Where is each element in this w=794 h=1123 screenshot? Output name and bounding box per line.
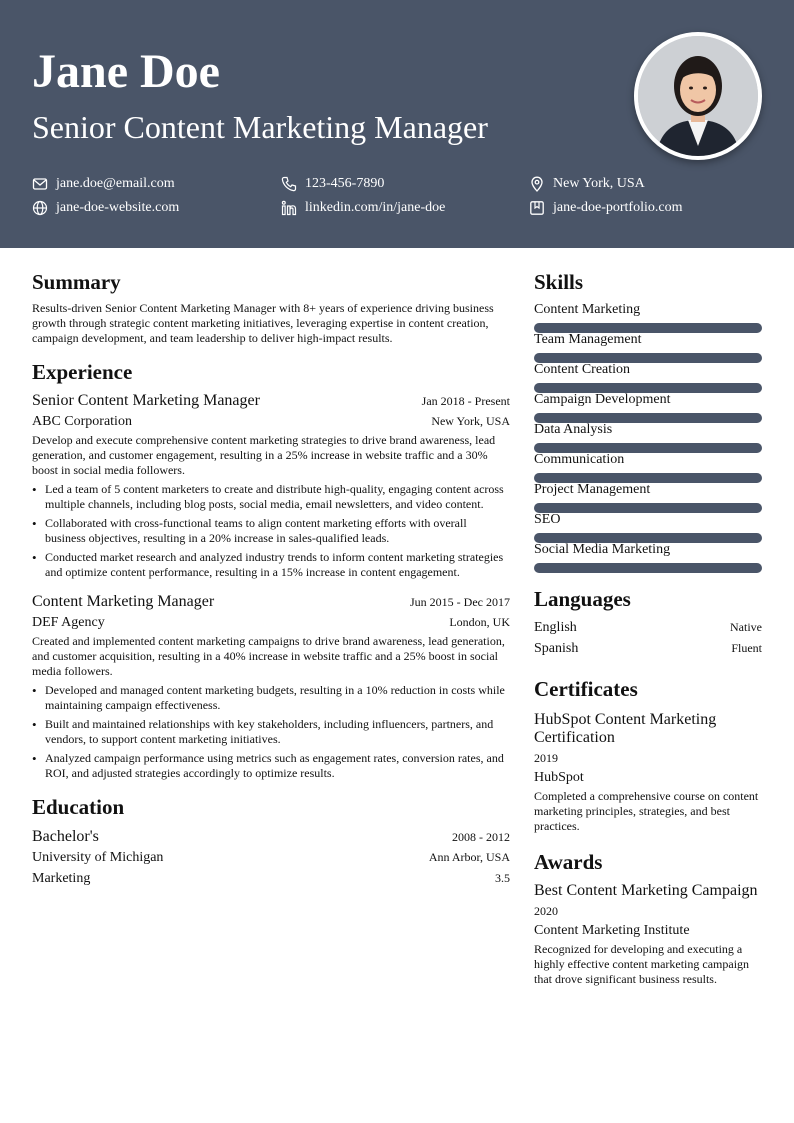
summary-heading: Summary	[32, 270, 121, 294]
certificate-name: HubSpot Content Marketing Certification	[534, 710, 717, 746]
experience-heading: Experience	[32, 360, 133, 385]
skill-name: Communication	[534, 452, 625, 468]
skill-item	[534, 541, 762, 573]
language-name: Spanish	[534, 641, 579, 657]
skill-name: Campaign Development	[534, 392, 671, 408]
contact-website-text: jane-doe-website.com	[56, 200, 180, 215]
job-company: ABC Corporation	[32, 414, 132, 430]
skill-name: Content Creation	[534, 362, 631, 378]
job-entry	[32, 391, 510, 580]
certificate-issuer: HubSpot	[534, 769, 584, 785]
job-location: London, UK	[449, 615, 510, 630]
job-description: Develop and execute comprehensive content marketing strategies to drive brand awareness, lead generation, and customer engagement, resulting in a 25% increase in website traffic and a 30% boost in social media followers.	[32, 433, 496, 478]
skill-item	[534, 421, 762, 453]
phone-icon	[281, 176, 297, 192]
contact-location-text: New York, USA	[553, 176, 645, 191]
education-location: Ann Arbor, USA	[428, 849, 510, 864]
job-title: Content Marketing Manager	[32, 593, 215, 611]
skills-section	[534, 270, 762, 573]
certificate-description: Completed a comprehensive course on content marketing principles, strategies, and best practices.	[534, 788, 759, 833]
job-bullet: • Developed and managed content marketing budgets, resulting in a 10% reduction in costs while maintaining campaign effectiveness.	[32, 683, 510, 713]
certificates-heading: Certificates	[534, 677, 638, 702]
job-location: New York, USA	[431, 414, 510, 429]
portfolio-icon	[529, 200, 545, 216]
education-section	[32, 795, 510, 888]
education-dates: 2008 - 2012	[452, 829, 510, 844]
map-pin-icon	[529, 176, 545, 192]
job-bullet: • Conducted market research and analyzed industry trends to inform content marketing strategies and optimize content performance, resulting in a 15% increase in content engagement.	[32, 550, 510, 580]
job-bullet: • Collaborated with cross-functional teams to align content marketing efforts with overall business objectives, resulting in a 20% increase in sales-qualified leads.	[32, 516, 510, 546]
skill-name: SEO	[534, 512, 561, 528]
main-column	[32, 270, 510, 889]
languages-section	[534, 587, 762, 659]
language-level: Native	[730, 620, 762, 635]
skill-name: Data Analysis	[534, 422, 613, 438]
contact-portfolio[interactable]	[529, 199, 682, 217]
skill-item	[534, 361, 762, 393]
globe-icon	[32, 200, 48, 216]
job-bullet: • Analyzed campaign performance using metrics such as engagement rates, conversion rates, and ROI, and adjusted strategies accordingly to optimize results.	[32, 751, 510, 781]
skill-name: Content Marketing	[534, 302, 641, 318]
skill-item	[534, 511, 762, 543]
languages-heading: Languages	[534, 587, 631, 612]
contact-linkedin[interactable]	[281, 199, 445, 217]
education-degree: Bachelor's	[32, 827, 99, 845]
contact-linkedin-text: linkedin.com/in/jane-doe	[305, 200, 446, 215]
skill-level-bar	[534, 563, 762, 573]
certificate-year: 2019	[534, 750, 558, 765]
skill-name: Team Management	[534, 332, 642, 348]
contact-email-text: jane.doe@email.com	[56, 176, 175, 191]
skill-item	[534, 391, 762, 423]
candidate-title: Senior Content Marketing Manager	[32, 109, 488, 145]
awards-heading: Awards	[534, 849, 603, 874]
awards-section	[534, 850, 762, 987]
candidate-name: Jane Doe	[32, 45, 220, 98]
skill-bar-track	[534, 563, 762, 573]
experience-section	[32, 360, 510, 781]
job-dates: Jun 2015 - Dec 2017	[410, 595, 510, 610]
language-item	[534, 638, 762, 659]
education-gpa: 3.5	[495, 870, 510, 885]
mail-icon	[32, 176, 48, 192]
job-bullets	[32, 683, 510, 781]
skill-item	[534, 481, 762, 513]
job-entry	[32, 592, 510, 781]
skills-list	[534, 301, 762, 573]
job-bullet: • Built and maintained relationships with key stakeholders, including influencers, partners, and vendors, to support content marketing initiatives.	[32, 717, 510, 747]
job-bullet: • Led a team of 5 content marketers to create and distribute high-quality, engaging content across multiple channels, including blog posts, social media, email newsletters, and video content.	[32, 482, 510, 512]
contact-portfolio-text: jane-doe-portfolio.com	[553, 200, 683, 215]
job-dates: Jan 2018 - Present	[421, 394, 510, 409]
award-description: Recognized for developing and executing a highly effective content marketing campaign that drove significant business results.	[534, 941, 750, 986]
skill-name: Project Management	[534, 482, 651, 498]
job-bullets	[32, 482, 510, 580]
skills-heading: Skills	[534, 270, 584, 294]
profile-photo	[634, 32, 762, 160]
award-year: 2020	[534, 903, 558, 918]
job-title: Senior Content Marketing Manager	[32, 392, 260, 410]
linkedin-icon	[281, 200, 297, 216]
job-company: DEF Agency	[32, 615, 105, 631]
contact-phone[interactable]	[281, 175, 384, 193]
certificates-section	[534, 677, 762, 833]
education-school: University of Michigan	[32, 849, 164, 865]
skill-item	[534, 451, 762, 483]
sidebar-column	[534, 270, 762, 987]
skill-item	[534, 301, 762, 333]
award-name: Best Content Marketing Campaign	[534, 881, 758, 899]
skill-name: Social Media Marketing	[534, 542, 671, 558]
resume-header	[0, 0, 794, 248]
contact-phone-text: 123-456-7890	[305, 176, 385, 191]
education-heading: Education	[32, 795, 125, 820]
job-description: Created and implemented content marketing campaigns to drive brand awareness, lead generation, and customer acquisition, resulting in a 40% increase in website traffic and a 25% boost in social media followers.	[32, 634, 505, 679]
skill-item	[534, 331, 762, 363]
language-level: Fluent	[731, 641, 762, 656]
contact-location	[529, 175, 645, 193]
summary-text: Results-driven Senior Content Marketing Manager with 8+ years of experience driving business growth through strategic content marketing initiatives, leveraging expertise in content creation, campaign development, and team leadership to deliver high-impact results.	[32, 301, 494, 346]
education-field: Marketing	[32, 870, 91, 886]
summary-section	[32, 270, 510, 346]
contact-website[interactable]	[32, 199, 179, 217]
contact-email[interactable]	[32, 175, 175, 193]
language-name: English	[534, 620, 577, 636]
profile-portrait-icon	[638, 36, 758, 156]
award-issuer: Content Marketing Institute	[534, 922, 690, 938]
language-item	[534, 617, 762, 638]
